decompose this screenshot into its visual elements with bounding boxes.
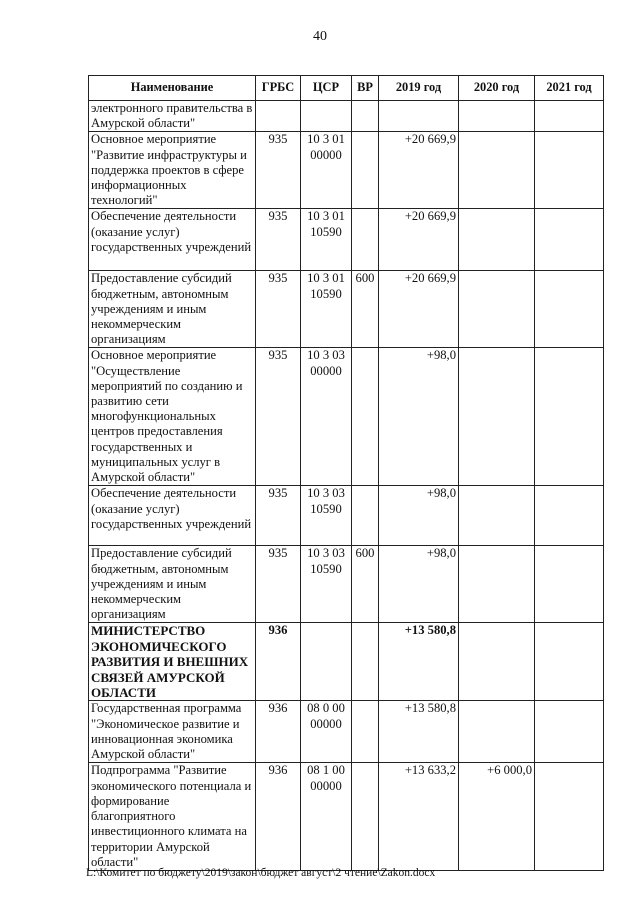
file-path-footer: L:\Комитет по бюджету\2019\закон\бюджет август\2 чтение\Zakon.docx — [86, 867, 436, 879]
header-name: Наименование — [89, 76, 256, 101]
cell-2021 — [535, 348, 604, 486]
cell-2019: +20 669,9 — [379, 271, 459, 348]
cell-grbs: 936 — [256, 763, 301, 870]
cell-2019 — [379, 101, 459, 132]
cell-2020 — [459, 348, 535, 486]
cell-2019: +98,0 — [379, 546, 459, 623]
table-row — [89, 763, 604, 870]
cell-csr — [301, 101, 352, 132]
table-row — [89, 132, 604, 209]
table-header-row — [89, 76, 604, 101]
cell-name: Основное мероприятие "Осуществление мероприятий по созданию и развитию сети многофункциональных центров предоставления государственных и муниципальных услуг в Амурской области" — [89, 348, 256, 486]
cell-grbs: 936 — [256, 701, 301, 763]
table-row — [89, 546, 604, 623]
cell-vr — [352, 348, 379, 486]
cell-grbs: 935 — [256, 271, 301, 348]
table-row — [89, 271, 604, 348]
cell-csr: 10 3 03 10590 — [301, 486, 352, 546]
budget-table — [88, 75, 604, 871]
cell-name: Государственная программа "Экономическое развитие и инновационная экономика Амурской области" — [89, 701, 256, 763]
cell-2021 — [535, 701, 604, 763]
cell-2021 — [535, 209, 604, 271]
cell-2020 — [459, 623, 535, 701]
header-csr: ЦСР — [301, 76, 352, 101]
cell-csr: 10 3 01 10590 — [301, 271, 352, 348]
cell-2019: +13 580,8 — [379, 701, 459, 763]
cell-vr — [352, 623, 379, 701]
cell-2019: +20 669,9 — [379, 132, 459, 209]
header-grbs: ГРБС — [256, 76, 301, 101]
cell-vr — [352, 701, 379, 763]
cell-2020 — [459, 701, 535, 763]
header-2020: 2020 год — [459, 76, 535, 101]
cell-2020: +6 000,0 — [459, 763, 535, 870]
table-row — [89, 701, 604, 763]
cell-grbs: 935 — [256, 348, 301, 486]
cell-2021 — [535, 101, 604, 132]
cell-name: Предоставление субсидий бюджетным, автономным учреждениям и иным некоммерческим организациям — [89, 271, 256, 348]
cell-2021 — [535, 132, 604, 209]
cell-vr: 600 — [352, 271, 379, 348]
cell-name: Предоставление субсидий бюджетным, автономным учреждениям и иным некоммерческим организациям — [89, 546, 256, 623]
cell-vr — [352, 763, 379, 870]
cell-2019: +20 669,9 — [379, 209, 459, 271]
cell-csr: 10 3 03 10590 — [301, 546, 352, 623]
cell-2020 — [459, 132, 535, 209]
cell-2020 — [459, 546, 535, 623]
table-row — [89, 486, 604, 546]
header-2019: 2019 год — [379, 76, 459, 101]
cell-grbs — [256, 101, 301, 132]
cell-2020 — [459, 486, 535, 546]
cell-csr: 08 0 00 00000 — [301, 701, 352, 763]
cell-name: Основное мероприятие "Развитие инфраструктуры и поддержка проектов в сфере информационных технологий" — [89, 132, 256, 209]
cell-csr — [301, 623, 352, 701]
cell-grbs: 935 — [256, 546, 301, 623]
cell-grbs: 935 — [256, 209, 301, 271]
cell-name: Обеспечение деятельности (оказание услуг) государственных учреждений — [89, 209, 256, 271]
cell-grbs: 935 — [256, 132, 301, 209]
header-2021: 2021 год — [535, 76, 604, 101]
cell-2019: +98,0 — [379, 486, 459, 546]
cell-csr: 10 3 01 10590 — [301, 209, 352, 271]
cell-csr: 08 1 00 00000 — [301, 763, 352, 870]
table-row — [89, 348, 604, 486]
cell-vr — [352, 132, 379, 209]
cell-name: Обеспечение деятельности (оказание услуг) государственных учреждений — [89, 486, 256, 546]
cell-2020 — [459, 271, 535, 348]
table-row — [89, 623, 604, 701]
cell-grbs: 936 — [256, 623, 301, 701]
cell-2021 — [535, 271, 604, 348]
header-vr: ВР — [352, 76, 379, 101]
cell-vr — [352, 101, 379, 132]
table-row — [89, 209, 604, 271]
cell-name: МИНИСТЕРСТВО ЭКОНОМИЧЕСКОГО РАЗВИТИЯ И ВНЕШНИХ СВЯЗЕЙ АМУРСКОЙ ОБЛАСТИ — [89, 623, 256, 701]
cell-vr: 600 — [352, 546, 379, 623]
cell-2019: +98,0 — [379, 348, 459, 486]
table-row — [89, 101, 604, 132]
cell-grbs: 935 — [256, 486, 301, 546]
cell-vr — [352, 209, 379, 271]
cell-2021 — [535, 486, 604, 546]
cell-name: электронного правительства в Амурской области" — [89, 101, 256, 132]
cell-name: Подпрограмма "Развитие экономического потенциала и формирование благоприятного инвестиционного климата на территории Амурской области" — [89, 763, 256, 870]
cell-2021 — [535, 623, 604, 701]
cell-2019: +13 580,8 — [379, 623, 459, 701]
cell-2019: +13 633,2 — [379, 763, 459, 870]
cell-2020 — [459, 101, 535, 132]
cell-csr: 10 3 01 00000 — [301, 132, 352, 209]
cell-2020 — [459, 209, 535, 271]
cell-2021 — [535, 763, 604, 870]
cell-vr — [352, 486, 379, 546]
page-number: 40 — [313, 29, 327, 44]
cell-2021 — [535, 546, 604, 623]
cell-csr: 10 3 03 00000 — [301, 348, 352, 486]
